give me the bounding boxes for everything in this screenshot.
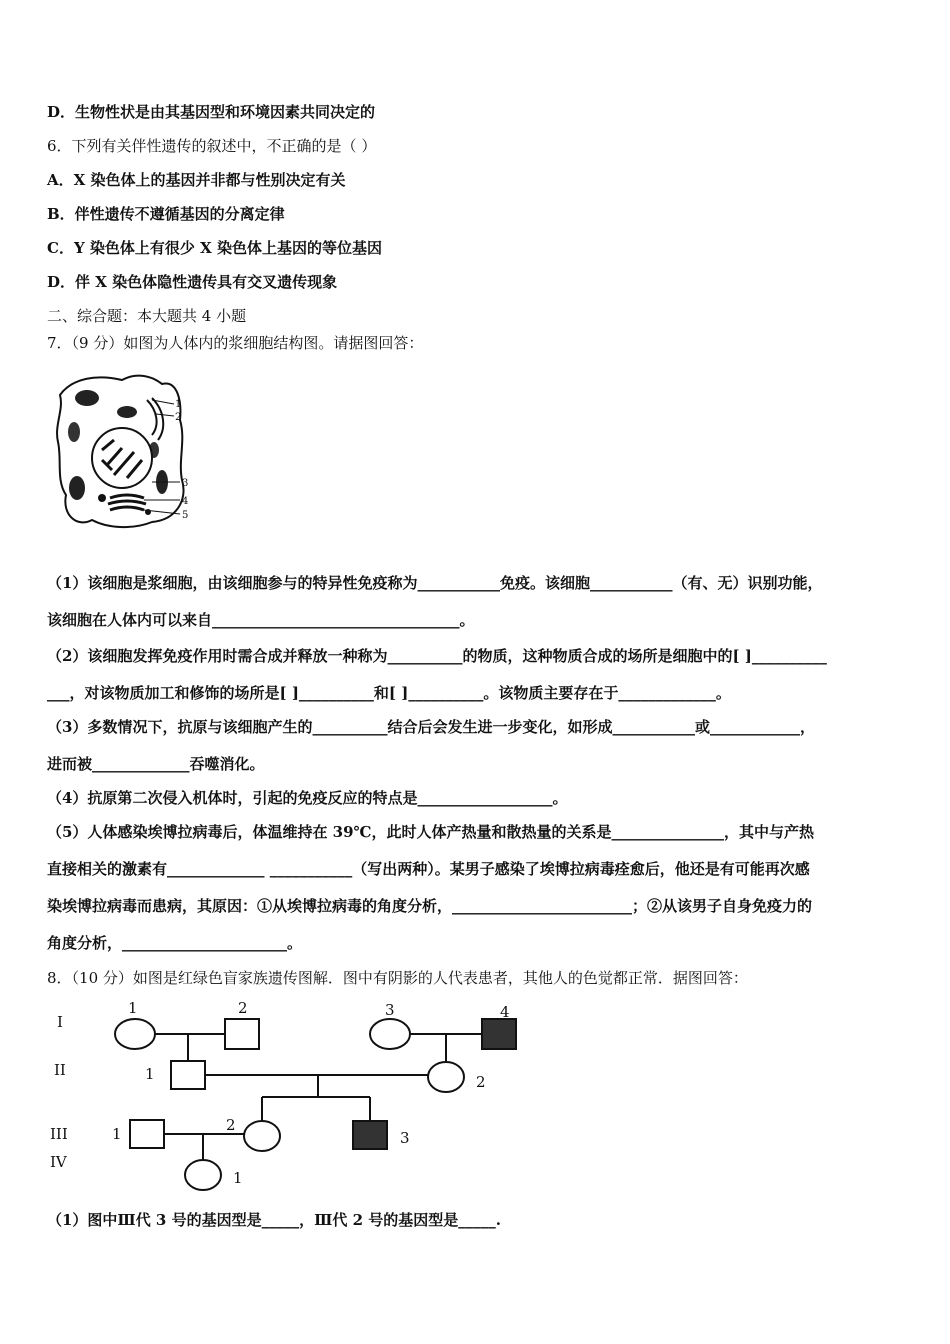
figure-label-1: 1 (175, 399, 182, 410)
q7-p5-line1: （5）人体感染埃博拉病毒后，体温维持在 39℃，此时人体产热量和散热量的关系是_______________，其中与产热 (47, 823, 815, 841)
q7-stem: 7．（9 分）如图为人体内的浆细胞结构图。请据图回答： (47, 334, 424, 352)
gen3-num-1: 1 (112, 1125, 122, 1143)
nucleus (92, 428, 152, 488)
gen1-num-4: 4 (500, 1003, 510, 1021)
q8-sub1: （1）图中Ⅲ代 3 号的基因型是_____，Ⅲ代 2 号的基因型是_____. (47, 1211, 501, 1229)
gen-label-4: IV (50, 1153, 67, 1171)
gen3-male-3-affected (353, 1121, 387, 1149)
q6-option-d: D．伴 X 染色体隐性遗传具有交叉遗传现象 (47, 273, 338, 291)
gen3-num-3: 3 (400, 1129, 410, 1147)
q7-p5-line3: 染埃博拉病毒而患病，其原因：①从埃博拉病毒的角度分析，________________________；②从该男子自身免疫力的 (47, 897, 813, 915)
gen2-num-1: 1 (145, 1065, 155, 1083)
gen1-female-3 (370, 1019, 410, 1049)
q7-p5-line4: 角度分析，______________________。 (47, 934, 303, 952)
q6-option-b: B．伴性遗传不遵循基因的分离定律 (47, 205, 285, 223)
gen2-num-2: 2 (476, 1073, 486, 1091)
gen3-female-2 (244, 1121, 280, 1151)
q6-option-c: C．Y 染色体上有很少 X 染色体上基因的等位基因 (47, 239, 382, 257)
q7-p2-line2: ___，对该物质加工和修饰的场所是[ ]__________和[ ]__________。该物质主要存在于_____________。 (47, 684, 731, 702)
q7-p3-line2: 进而被_____________吞噬消化。 (47, 755, 265, 773)
q7-p1-line2: 该细胞在人体内可以来自_________________________________。 (47, 611, 475, 629)
gen1-male-2 (225, 1019, 259, 1049)
q6-option-a: A．X 染色体上的基因并非都与性别决定有关 (47, 171, 346, 189)
q7-p5-line2: 直接相关的激素有_____________ ___________（写出两种）。某男子感染了埃博拉病毒痊愈后，他还是有可能再次感 (47, 860, 810, 878)
q6-stem: 6．下列有关伴性遗传的叙述中，不正确的是（ ） (47, 137, 377, 155)
mitochondrion-2 (117, 406, 137, 418)
mitochondrion-1 (75, 390, 99, 406)
q8-stem: 8．（10 分）如图是红绿色盲家族遗传图解．图中有阴影的人代表患者，其他人的色觉都正常．据图回答： (47, 969, 748, 987)
q7-p4: （4）抗原第二次侵入机体时，引起的免疫反应的特点是__________________。 (47, 789, 568, 807)
section2-title: 二、综合题：本大题共 4 小题 (47, 307, 247, 325)
gen-label-3: III (50, 1125, 68, 1143)
gen1-num-3: 3 (385, 1001, 395, 1019)
gen-label-1: I (57, 1013, 63, 1031)
gen3-num-2: 2 (226, 1116, 236, 1134)
q7-p3-line1: （3）多数情况下，抗原与该细胞产生的__________结合后会发生进一步变化，如形成___________或____________， (47, 718, 815, 736)
gen2-male-1 (171, 1061, 205, 1089)
gen1-female-1 (115, 1019, 155, 1049)
gen1-male-4-affected (482, 1019, 516, 1049)
figure-label-4: 4 (182, 496, 189, 507)
plasma-cell-figure (52, 370, 202, 540)
gen1-num-1: 1 (128, 999, 138, 1017)
gen-label-2: II (54, 1061, 66, 1079)
q7-p2-line1: （2）该细胞发挥免疫作用时需合成并释放一种称为__________的物质，这种物质合成的场所是细胞中的[ ]__________ (47, 647, 827, 665)
q7-p1-line1: （1）该细胞是浆细胞，由该细胞参与的特异性免疫称为___________免疫。该细胞___________（有、无）识别功能， (47, 574, 823, 592)
figure-label-3: 3 (182, 478, 189, 489)
pedigree-figure (40, 995, 560, 1200)
figure-label-2: 2 (175, 412, 182, 423)
gen4-num-1: 1 (233, 1169, 243, 1187)
q5-option-d: D．生物性状是由其基因型和环境因素共同决定的 (47, 103, 376, 121)
gen4-female-1 (185, 1160, 221, 1190)
gen3-male-1 (130, 1120, 164, 1148)
figure-label-5: 5 (182, 510, 189, 521)
gen2-female-2 (428, 1062, 464, 1092)
gen1-num-2: 2 (238, 999, 248, 1017)
